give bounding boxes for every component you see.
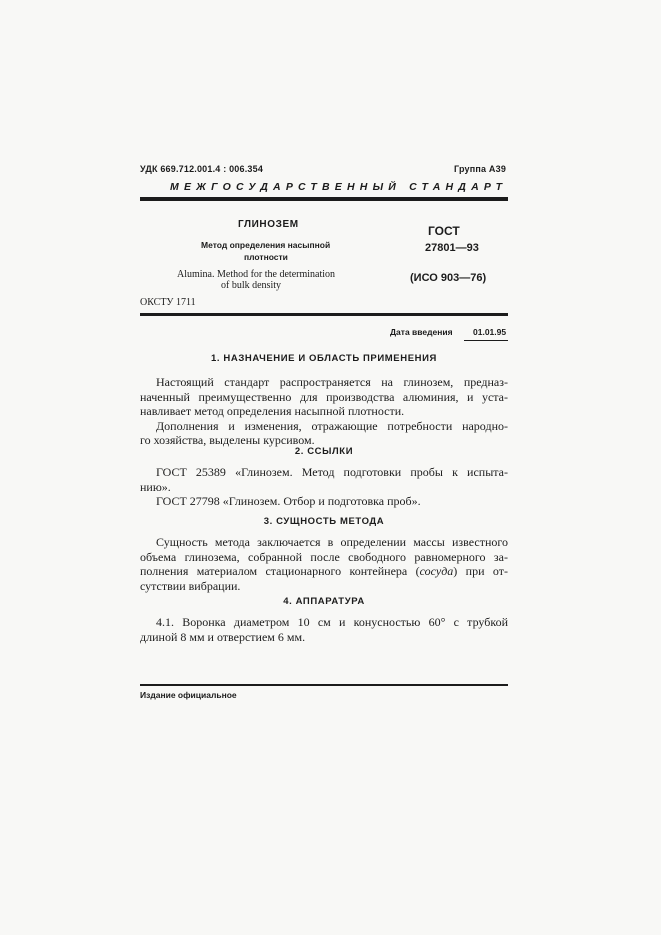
- standard-banner: МЕЖГОСУДАРСТВЕННЫЙ СТАНДАРТ: [170, 181, 508, 193]
- footer-rule: [140, 684, 508, 686]
- section-1-line: Настоящий стандарт распространяется на глинозем, предназ-: [156, 375, 508, 389]
- section-1-line: Дополнения и изменения, отражающие потребности народно-: [156, 418, 508, 433]
- gost-label: ГОСТ: [428, 224, 460, 238]
- section-1-text: [140, 375, 508, 448]
- section-3-line: Сущность метода заключается в определении массы известного: [156, 535, 508, 549]
- banner-rule: [140, 197, 508, 201]
- document-subtitle-line2: плотности: [244, 252, 288, 262]
- section-4-line: длиной 8 мм и отверстием 6 мм.: [140, 629, 306, 644]
- section-4-text: [140, 615, 508, 644]
- english-title-line1: Alumina. Method for the determination: [177, 269, 336, 280]
- section-3-line-part: ) при от-: [453, 564, 508, 579]
- group-code: Группа А39: [454, 164, 507, 174]
- section-2-text: [140, 465, 508, 509]
- intro-date-underline: [464, 340, 508, 341]
- section-4-line: 4.1. Воронка диаметром 10 см и конусностью 60° с трубкой: [156, 615, 508, 629]
- document-title: ГЛИНОЗЕМ: [238, 219, 299, 230]
- section-1-line: навливает метод определения насыпной плотности.: [140, 404, 405, 419]
- title-block-rule: [140, 313, 508, 316]
- section-4-heading: 4. АППАРАТУРА: [283, 596, 365, 607]
- section-1-line: наченный преимущественно для производства алюминия, и уста-: [140, 389, 508, 404]
- udk-code: УДК 669.712.001.4 : 006.354: [140, 164, 264, 174]
- section-3-line: объема глинозема, собранной после свободного равномерного за-: [140, 549, 508, 564]
- italic-term: сосуда: [419, 564, 454, 579]
- gost-number: 27801—93: [425, 242, 479, 254]
- section-2-heading: 2. ССЫЛКИ: [294, 446, 354, 457]
- iso-number: (ИСО 903—76): [410, 272, 487, 284]
- section-2-line: ГОСТ 25389 «Глинозем. Метод подготовки пробы к испыта-: [156, 465, 508, 479]
- section-3-line: [140, 564, 508, 579]
- official-edition-note: Издание официальное: [140, 690, 237, 700]
- section-1-line: го хозяйства, выделены курсивом.: [140, 433, 315, 448]
- section-3-line-part: полнения материалом стационарного контейнера (: [140, 564, 420, 579]
- section-2-line: ГОСТ 27798 «Глинозем. Отбор и подготовка проб».: [156, 494, 421, 509]
- document-subtitle-line1: Метод определения насыпной: [201, 240, 331, 250]
- intro-date-value: 01.01.95: [473, 327, 507, 337]
- section-3-text: [140, 535, 508, 593]
- english-title-line2: of bulk density: [221, 280, 281, 291]
- section-2-line: нию».: [140, 479, 171, 494]
- section-3-heading: 3. СУЩНОСТЬ МЕТОДА: [263, 516, 385, 527]
- okstu-code: ОКСТУ 1711: [140, 297, 196, 308]
- intro-date-label: Дата введения: [390, 327, 453, 337]
- section-3-line: сутствии вибрации.: [140, 578, 241, 593]
- section-1-heading: 1. НАЗНАЧЕНИЕ И ОБЛАСТЬ ПРИМЕНЕНИЯ: [211, 353, 437, 364]
